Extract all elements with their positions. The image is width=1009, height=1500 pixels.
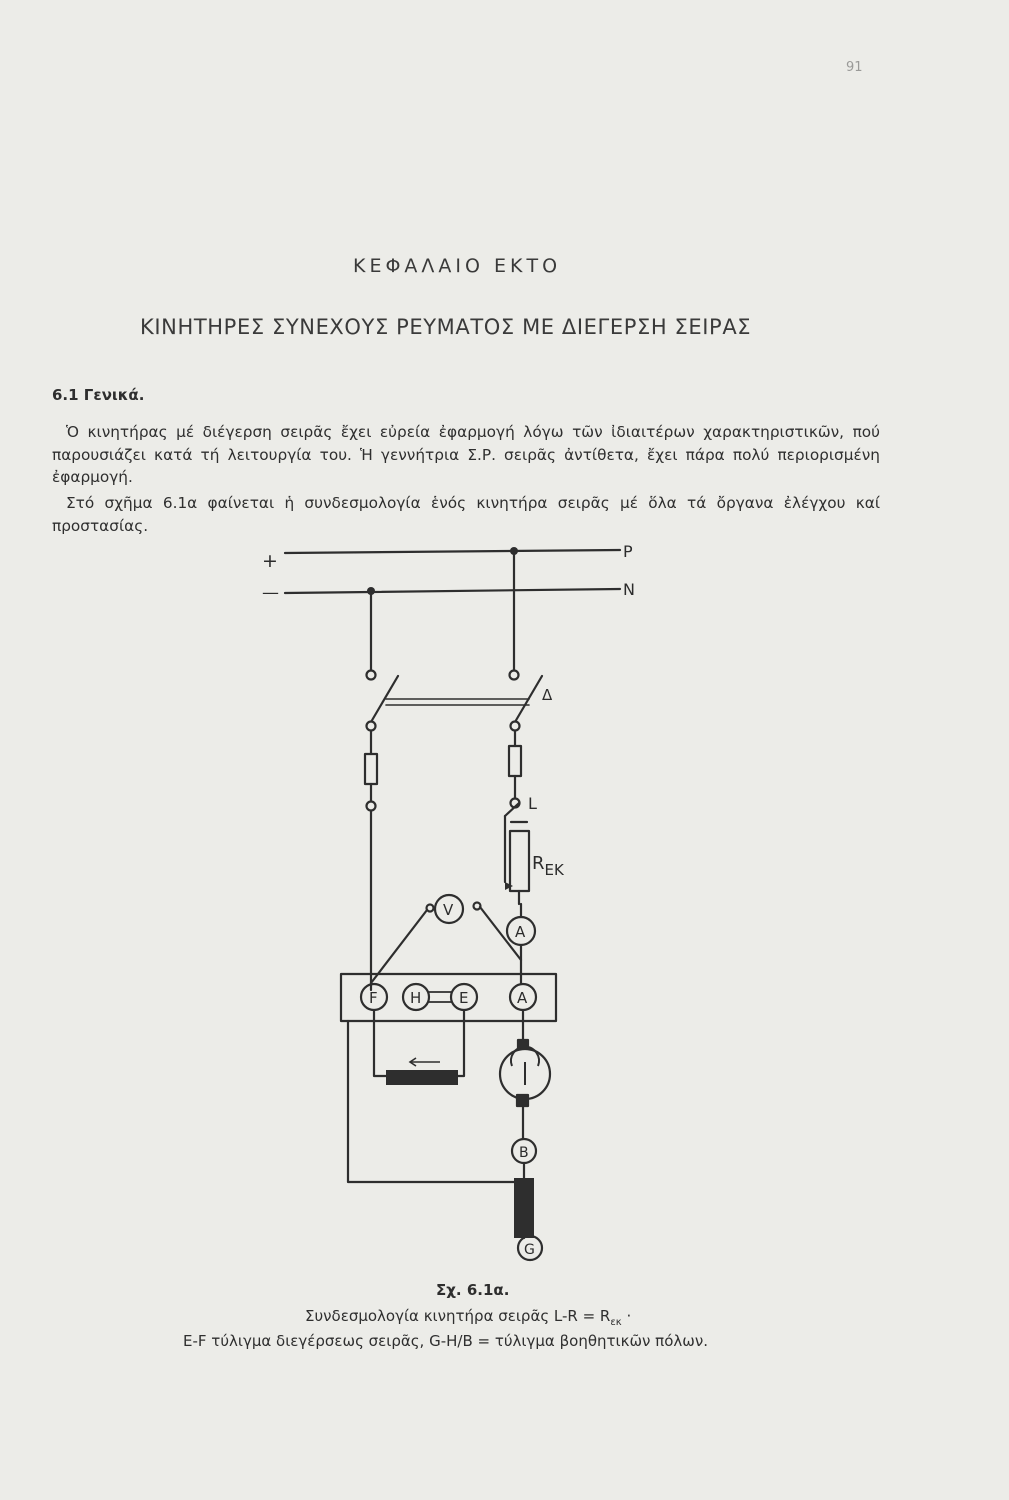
page-number: 91 [846,60,863,75]
section-heading: 6.1 Γενικά. [52,386,145,404]
fuse-left [365,754,377,784]
rheostat-label: $R_{EK}$ [532,853,564,879]
starting-rheostat [505,803,529,904]
terminal-a-label: A [517,989,528,1007]
ammeter-label: A [515,923,526,941]
supply-line-n [285,589,620,593]
figure-number: Σχ. 6.1α. [436,1281,510,1299]
terminal-b-label: B [519,1145,529,1161]
terminal-h-label: H [410,989,422,1007]
double-pole-switch [367,676,543,731]
terminal-g-label: G [524,1242,535,1258]
caption-line-1: Συνδεσμολογία κινητήρα σειρᾶς $L-R = R_{\varepsilon\kappa}$ · [305,1307,632,1328]
chapter-title: ΚΙΝΗΤΗΡΕΣ ΣΥΝΕΧΟΥΣ ΡΕΥΜΑΤΟΣ ΜΕ ΔΙΕΓΕΡΣΗ ΣΕΙΡΑΣ [140,315,752,339]
switch-label: Δ [542,686,553,704]
minus-label: — [262,583,279,603]
supply-line-p [285,550,620,553]
paragraph-1: Ὁ κινητήρας μέ διέγερση σειρᾶς ἔχει εὐρεία ἐφαρμογή λόγω τῶν ἰδιαιτέρων χαρακτηριστικῶν, πού παρουσιάζει κατά τή λειτουργία του. Ἡ γεννήτρια Σ.Ρ. σειρᾶς ἀντίθετα, ἔχει πάρα πολύ περιορισμένη ἐφαρμογή. [52,423,880,486]
interpole-winding [514,1178,534,1238]
fuse-right [509,746,521,776]
plus-label: + [262,550,278,572]
line-n-label: N [623,580,635,599]
caption-line-2: E-F τύλιγμα διεγέρσεως σειρᾶς, G-H/B = τύλιγμα βοηθητικῶν πόλων. [183,1332,708,1350]
series-field-winding [386,1070,458,1085]
terminal-e-label: E [459,989,469,1007]
paragraph-2: Στό σχῆμα 6.1α φαίνεται ἡ συνδεσμολογία ἑνός κινητήρα σειρᾶς μέ ὅλα τά ὄργανα ἐλέγχου καί προστασίας. [52,494,880,535]
terminal-f-label: F [369,989,378,1007]
voltmeter-label: V [443,901,454,919]
line-p-label: P [623,542,633,561]
terminal-l-label: L [528,794,537,813]
chapter-number: ΚΕΦΑΛΑΙΟ ΕΚΤΟ [353,255,562,277]
